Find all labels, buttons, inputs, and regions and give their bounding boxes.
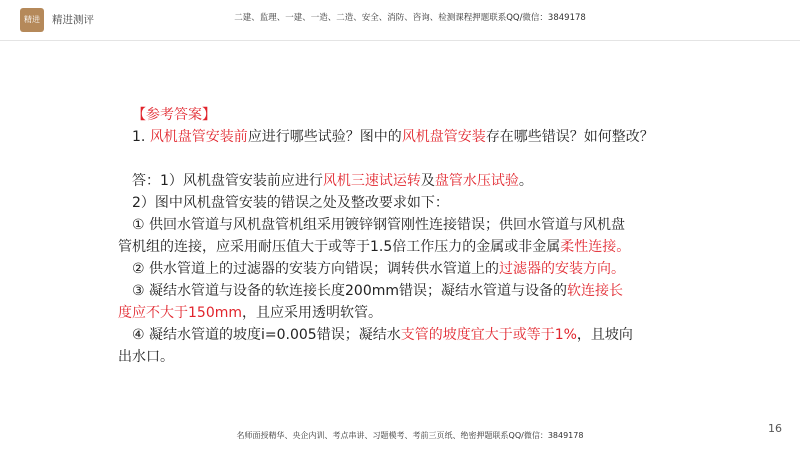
body-text: 答：1）风机盘管安装前应进行 — [132, 173, 323, 189]
body-text: ④ 凝结水管道的坡度i=0.005错误；凝结水 — [132, 327, 401, 343]
highlight-text: 风机三速试运转 — [322, 173, 421, 189]
header-divider — [0, 40, 800, 41]
logo-icon: 精进 — [20, 8, 44, 32]
answer-content — [118, 104, 678, 368]
page-number: 16 — [768, 422, 782, 435]
answer-line-1 — [118, 170, 678, 192]
body-text: 存在哪些错误？如何整改？ — [485, 129, 654, 145]
item-4-line-a — [118, 324, 678, 346]
spacer — [118, 148, 678, 170]
highlight-text: 软连接长 — [567, 283, 623, 299]
answer-line-2: 2）图中风机盘管安装的错误之处及整改要求如下： — [132, 195, 449, 211]
brand-name: 精进测评 — [52, 14, 94, 26]
body-text: 。 — [518, 173, 533, 189]
item-1-line-b — [118, 236, 678, 258]
body-text: 1. — [132, 129, 150, 145]
item-1-line-a: ① 供回水管道与风机盘管机组采用镀锌钢管刚性连接错误；供回水管道与风机盘 — [132, 217, 625, 233]
highlight-text: 度应不大于150mm — [118, 305, 242, 321]
highlight-text: 风机盘管安装 — [401, 129, 486, 145]
body-text: ③ 凝结水管道与设备的软连接长度200mm错误；凝结水管道与设备的 — [132, 283, 567, 299]
footer-notice: 名师面授精华、央企内训、考点串讲、习题模考、考前三页纸、绝密押题联系QQ/微信：3849178 — [236, 431, 584, 440]
answer-heading: 【参考答案】 — [132, 107, 216, 123]
body-text: ② 供水管道上的过滤器的安装方向错误；调转供水管道上的 — [132, 261, 499, 277]
item-3-line-a — [118, 280, 678, 302]
top-bar — [0, 0, 800, 40]
body-text: ，且应采用透明软管。 — [242, 305, 382, 321]
item-2-line — [118, 258, 678, 280]
highlight-text: 支管的坡度宜大于或等于1% — [400, 327, 577, 343]
question-line — [118, 126, 678, 148]
body-text: 应进行哪些试验？图中的 — [247, 129, 402, 145]
item-4-line-b: 出水口。 — [118, 349, 174, 365]
header-notice: 二建、监理、一建、一造、二造、安全、消防、咨询、检测课程押题联系QQ/微信：3849178 — [234, 13, 586, 23]
body-text: 及 — [420, 173, 435, 189]
highlight-text: 柔性连接。 — [560, 239, 631, 255]
highlight-text: 风机盘管安装前 — [149, 129, 248, 145]
item-3-line-b — [118, 302, 678, 324]
highlight-text: 盘管水压试验 — [434, 173, 519, 189]
body-text: ，且坡向 — [576, 327, 633, 343]
highlight-text: 过滤器的安装方向。 — [499, 261, 625, 277]
body-text: 管机组的连接，应采用耐压值大于或等于1.5倍工作压力的金属或非金属 — [118, 239, 561, 255]
